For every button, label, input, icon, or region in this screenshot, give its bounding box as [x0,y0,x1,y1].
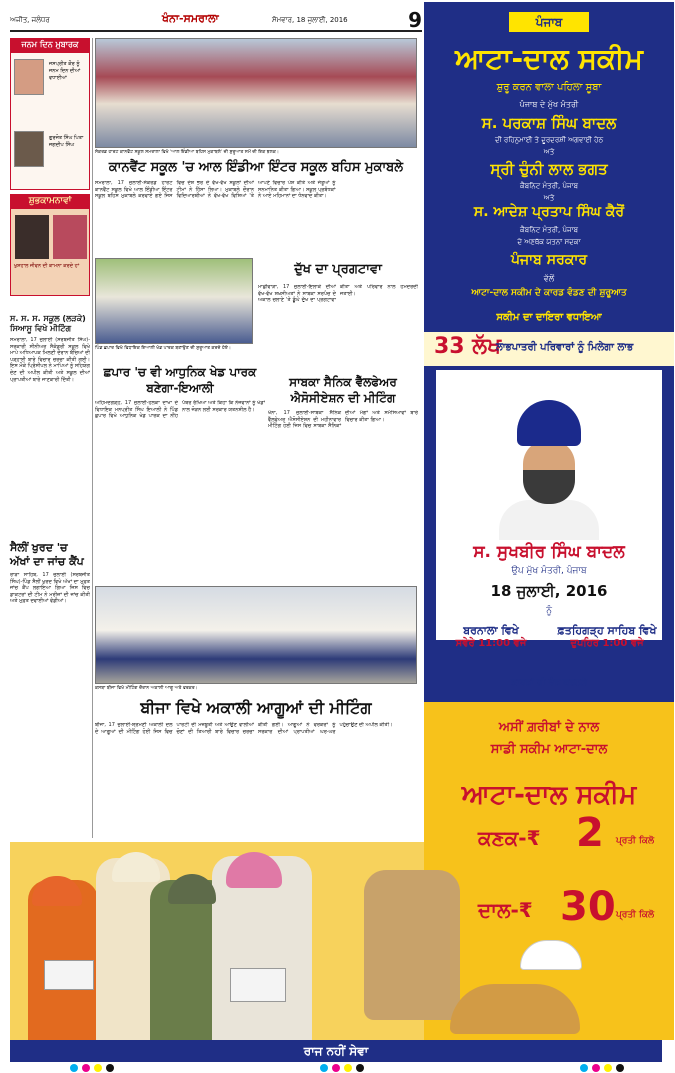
story-headline: ਸੈਲੀਂ ਖੁਰਦ 'ਚ ਅੱਖਾਂ ਦਾ ਜਾਂਚ ਕੈਂਪ [10,541,84,568]
grain-sack [364,870,460,1020]
wheat-pile [450,984,580,1034]
ad-minister1-name: ਸ੍ਰੀ ਚੁੰਨੀ ਲਾਲ ਭਗਤ [490,160,608,178]
registration-dot [82,1064,90,1072]
article-condolence: ਮਾਛੀਵਾੜਾ, 17 ਜੁਲਾਈ-ਇਲਾਕੇ ਦੀਆਂ ਵੱਖ-ਵੱਖ ਸ਼ਖ਼ਸੀਅਤਾਂ ਨੇ ਸਾਬਕਾ ਸਰਪੰਚ ਦੇ ਅਕਾਲ ਚਲਾਣੇ 'ਤੇ ਡੂੰਘੇ ਦੁੱਖ ਦਾ ਪ੍ਰਗਟਾਵਾ ਕੀਤਾ ਅਤੇ ਪਰਿਵਾਰ ਨਾਲ ਹਮਦਰਦੀ ਜਤਾਈ। [258,284,418,304]
photo-caption: ਸੇਕਰਡ ਹਾਰਟ ਕਾਨਵੈਂਟ ਸਕੂਲ ਸਮਰਾਲਾ ਵਿਖੇ 'ਆਲ ਇੰਡੀਆ ਬਹਿਸ ਮੁਕਾਬਲੇ' ਦੀ ਸ਼ੁਰੂਆਤ ਸਮੇਂ ਦੀ ਇਕ ਝਲਕ। [95,150,280,155]
venue-name: ਫ਼ਤਹਿਗੜ੍ਹ ਸਾਹਿਬ ਵਿਖੇ [557,624,657,637]
ad-footer-strip: ਰਾਜ ਨਹੀਂ ਸੇਵਾ [10,1040,662,1062]
venue-name: ਬਰਨਾਲਾ ਵਿਖੇ [463,624,519,637]
article-debate: ਸਮਰਾਲਾ, 17 ਜੁਲਾਈ-ਸੇਕਰਡ ਹਾਰਟ ਕਾਨਵੈਂਟ ਸਕੂਲ ਵਿਖੇ ਆਲ ਇੰਡੀਆ ਇੰਟਰ ਸਕੂਲ ਬਹਿਸ ਮੁਕਾਬਲੇ ਕਰਵਾਏ ਗਏ ਜਿਸ ਵਿਚ ਦੇਸ਼ ਭਰ ਦੇ ਵੱਖ-ਵੱਖ ਸਕੂਲਾਂ ਦੀਆਂ ਟੀਮਾਂ ਨੇ ਹਿੱਸਾ ਲਿਆ। ਮੁਕਾਬਲੇ ਦੌਰਾਨ ਵਿਦਿਆਰਥੀਆਂ ਨੇ ਵੱਖ-ਵੱਖ ਵਿਸ਼ਿਆਂ 'ਤੇ ਆਪਣੇ ਵਿਚਾਰ ਪੇਸ਼ ਕੀਤੇ ਅਤੇ ਜੇਤੂਆਂ ਨੂੰ ਸਨਮਾਨਿਤ ਕੀਤਾ ਗਿਆ। ਸਕੂਲ ਪ੍ਰਬੰਧਕਾਂ ਨੇ ਆਏ ਮਹਿਮਾਨਾਂ ਦਾ ਧੰਨਵਾਦ ਕੀਤਾ। [95,180,336,200]
ration-card [230,968,286,1002]
dcm-portrait [499,400,599,540]
registration-dot [332,1064,340,1072]
ad-minister1-role: ਕੈਬਨਿਟ ਮੰਤਰੀ, ਪੰਜਾਬ [520,182,578,190]
registration-dot [356,1064,364,1072]
bride-photo [53,215,87,259]
child-photo [14,59,44,95]
article-akali-meeting: ਬੀਜਾ, 17 ਜੁਲਾਈ-ਸ਼੍ਰੋਮਣੀ ਅਕਾਲੀ ਦਲ ਦੇ ਆਗੂਆਂ ਦੀ ਮੀਟਿੰਗ ਹੋਈ ਜਿਸ ਵਿਚ ਪਾਰਟੀ ਦੀ ਮਜ਼ਬੂਤੀ ਅਤੇ ਆਉਣ ਵਾਲੀਆਂ ਚੋਣਾਂ ਦੀ ਤਿਆਰੀ ਬਾਰੇ ਵਿਚਾਰ ਚਰਚਾ ਕੀਤੀ ਗਈ। ਆਗੂਆਂ ਨੇ ਵਰਕਰਾਂ ਨੂੰ ਸਰਕਾਰ ਦੀਆਂ ਪ੍ਰਾਪਤੀਆਂ ਘਰ-ਘਰ ਪਹੁੰਚਾਉਣ ਦੀ ਅਪੀਲ ਕੀਤੀ। [95,722,393,735]
ad-cm-name: ਸ. ਪਰਕਾਸ਼ ਸਿੰਘ ਬਾਦਲ [481,114,617,132]
registration-dot [344,1064,352,1072]
left-column [10,38,90,296]
groom-photo [15,215,49,259]
ad-cm-line: ਪੰਜਾਬ ਦੇ ਮੁੱਖ ਮੰਤਰੀ [519,100,579,109]
photo-caption: ਪਿੰਡ ਛਪਾਰ ਵਿਖੇ ਵਿਧਾਇਕ ਇਆਲੀ ਖੇਡ ਪਾਰਕ ਬਣਾਉਣ ਦੀ ਸ਼ੁਰੂਆਤ ਕਰਦੇ ਹੋਏ। [95,346,231,351]
school-event-photo [95,38,417,148]
ad-cm-sub: ਦੀ ਰਹਿਨੁਮਾਈ ਤੇ ਦੂਰਦਰਸ਼ੀ ਅਗਵਾਈ ਹੇਠ [494,136,604,144]
registration-dot [616,1064,624,1072]
venue-1 [436,624,546,649]
issue-date: ਸੋਮਵਾਰ, 18 ਜੁਲਾਈ, 2016 [272,16,348,24]
ad-minister2-role: ਕੈਬਨਿਟ ਮੰਤਰੀ, ਪੰਜਾਬ [520,226,578,234]
story-headline: ਸ. ਸ. ਸ. ਸਕੂਲ (ਲੜਕੇ) ਸਿਆਸੂ ਵਿਖੇ ਮੀਟਿੰਗ [10,314,86,333]
venue-2 [552,624,662,649]
ad-and: ਅਤੇ [543,194,555,202]
registration-dot [580,1064,588,1072]
ad-scheme-title: ਆਟਾ-ਦਾਲ ਸਕੀਮ [461,780,637,810]
child-photo [14,131,44,167]
venue-time: ਸਵੇਰੇ 11:00 ਵਜੇ [455,638,527,649]
ad-and: ਅਤੇ [543,148,555,156]
portrait-kurta [499,500,599,540]
story-body: ਰਾੜਾ ਸਾਹਿਬ, 17 ਜੁਲਾਈ (ਸਰਬਜੀਤ ਸਿੰਘ)-ਪਿੰਡ ਸੈਲੀਂ ਖੁਰਦ ਵਿਖੇ ਅੱਖਾਂ ਦਾ ਮੁਫ਼ਤ ਜਾਂਚ ਕੈਂਪ ਲਗਾਇਆ ਗਿਆ ਜਿਸ ਵਿਚ ਡਾਕਟਰਾਂ ਦੀ ਟੀਮ ਨੇ ਮਰੀਜ਼ਾਂ ਦੀ ਜਾਂਚ ਕੀਤੀ ਅਤੇ ਮੁਫ਼ਤ ਦਵਾਈਆਂ ਵੰਡੀਆਂ। [10,572,90,605]
registration-dot [320,1064,328,1072]
ad-minister2-sub: ਦੇ ਅਣਥੱਕ ਯਤਨਾਂ ਸਦਕਾ [517,238,581,246]
portrait-beard [523,470,575,504]
masthead [10,8,422,32]
ration-card [44,960,94,990]
ad-33-lakh-banner [424,332,674,366]
left-stories [10,314,90,802]
price-per-kg: ਪ੍ਰਤੀ ਕਿਲੋ [616,910,655,920]
registration-dot [604,1064,612,1072]
ad-subtitle: ਸ਼ੁਰੂ ਕਰਨ ਵਾਲਾ ਪਹਿਲਾ ਸੂਬਾ [496,82,602,93]
birthday-header: ਜਨਮ ਦਿਨ ਮੁਬਾਰਕ [10,38,90,52]
headline-debate: ਕਾਨਵੈਂਟ ਸਕੂਲ 'ਚ ਆਲ ਇੰਡੀਆ ਇੰਟਰ ਸਕੂਲ ਬਹਿਸ ਮੁਕਾਬਲੇ [108,160,404,175]
photo-caption: ਕਸਬਾ ਬੀਜਾ ਵਿਖੇ ਮੀਟਿੰਗ ਦੌਰਾਨ ਅਕਾਲੀ ਆਗੂ ਅਤੇ ਵਰਕਰ। [95,686,198,691]
ad-dcm-role: ਉਪ ਮੁੱਖ ਮੰਤਰੀ, ਪੰਜਾਬ [511,566,587,576]
page-title: ਖੰਨਾ-ਸਮਰਾਲਾ [162,12,219,25]
page-number: 9 [408,8,422,32]
edition-label: ਅਜੀਤ, ਜਲੰਧਰ [10,16,50,24]
article-veterans: ਖੰਨਾ, 17 ਜੁਲਾਈ-ਸਾਬਕਾ ਸੈਨਿਕ ਵੈੱਲਫੇਅਰ ਐਸੋਸੀਏਸ਼ਨ ਦੀ ਮਹੀਨਾਵਾਰ ਮੀਟਿੰਗ ਹੋਈ ਜਿਸ ਵਿਚ ਸਾਬਕਾ ਸੈਨਿਕਾਂ ਦੀਆਂ ਮੰਗਾਂ ਅਤੇ ਸਮੱਸਿਆਵਾਂ ਬਾਰੇ ਵਿਚਾਰ ਕੀਤਾ ਗਿਆ। [268,410,418,430]
price-per-kg: ਪ੍ਰਤੀ ਕਿਲੋ [616,836,655,846]
meeting-photo [95,586,417,684]
birthday-text: ਗੁਰਜੋਤ ਸਿੰਘ ਪਿਤਾ ਜਗਦੀਪ ਸਿੰਘ [49,135,84,148]
ad-to: ਨੂੰ [546,606,552,616]
headline-condolence: ਦੁੱਖ ਦਾ ਪ੍ਰਗਟਾਵਾ [294,262,382,277]
ad-tagline-1: ਅਸੀਂ ਗ਼ਰੀਬਾਂ ਦੇ ਨਾਲ [498,720,600,735]
ad-cards: ਕਾਰਡਾਂ ਦੀ ਵੰਡ ਕਰਨਗੇ [511,678,587,688]
price-wheat-label: ਕਣਕ-₹ [478,826,541,850]
story-body: ਸਮਰਾਲਾ, 17 ਜੁਲਾਈ (ਸਰਬਜੀਤ ਸਿੰਘ)-ਸਰਕਾਰੀ ਸੀਨੀਅਰ ਸੈਕੰਡਰੀ ਸਕੂਲ ਵਿਖੇ ਮਾਪੇ ਅਧਿਆਪਕ ਮਿਲਣੀ ਦੌਰਾਨ ਬੱਚਿਆਂ ਦੀ ਪੜ੍ਹਾਈ ਬਾਰੇ ਵਿਚਾਰ ਚਰਚਾ ਕੀਤੀ ਗਈ। ਇਸ ਮੌਕੇ ਪ੍ਰਿੰਸੀਪਲ ਨੇ ਮਾਪਿਆਂ ਨੂੰ ਸਹਿਯੋਗ ਦੇਣ ਦੀ ਅਪੀਲ ਕੀਤੀ ਅਤੇ ਸਕੂਲ ਦੀਆਂ ਪ੍ਰਾਪਤੀਆਂ ਬਾਰੇ ਜਾਣਕਾਰੀ ਦਿੱਤੀ। [10,337,90,383]
registration-dot [70,1064,78,1072]
ad-launch: ਆਟਾ-ਦਾਲ ਸਕੀਮ ਦੇ ਕਾਰਡ ਵੰਡਣ ਦੀ ਸ਼ੁਰੂਆਤ [471,288,627,298]
portrait-turban [517,400,581,446]
article-park: ਅਹਿਮਦਗੜ੍ਹ, 17 ਜੁਲਾਈ-ਹਲਕਾ ਦਾਖਾ ਦੇ ਵਿਧਾਇਕ ਮਨਪ੍ਰੀਤ ਸਿੰਘ ਇਆਲੀ ਨੇ ਪਿੰਡ ਛਪਾਰ ਵਿਖੇ ਆਧੁਨਿਕ ਖੇਡ ਪਾਰਕ ਦਾ ਨੀਂਹ ਪੱਥਰ ਰੱਖਿਆ ਅਤੇ ਕਿਹਾ ਕਿ ਨੌਜਵਾਨਾਂ ਨੂੰ ਖੇਡਾਂ ਨਾਲ ਜੋੜਨ ਲਈ ਸਰਕਾਰ ਯਤਨਸ਼ੀਲ ਹੈ। [95,400,265,420]
headline-veterans: ਸਾਬਕਾ ਸੈਨਿਕ ਵੈੱਲਫੇਅਰ ਐਸੋਸੀਏਸ਼ਨ ਦੀ ਮੀਟਿੰਗ [289,375,397,405]
ad-venues [436,624,662,664]
ad-by: ਵੱਲੋਂ [543,274,555,283]
ad-govt: ਪੰਜਾਬ ਸਰਕਾਰ [510,252,588,268]
wedding-box [10,208,90,296]
column-rule [92,38,93,838]
ad-minister2-name: ਸ. ਆਦੇਸ਼ ਪ੍ਰਤਾਪ ਸਿੰਘ ਕੈਰੋਂ [473,204,625,220]
park-event-photo [95,258,253,344]
ad-lakh-text: ਲਾਭਪਾਤਰੀ ਪਰਿਵਾਰਾਂ ਨੂੰ ਮਿਲੇਗਾ ਲਾਭ [496,342,634,353]
ad-state-label: ਪੰਜਾਬ [509,12,589,32]
headline-park: ਛਪਾਰ 'ਚ ਵੀ ਆਧੁਨਿਕ ਖੇਡ ਪਾਰਕ ਬਣੇਗਾ-ਇਆਲੀ [103,365,257,395]
headline-akali-meeting: ਬੀਜਾ ਵਿਖੇ ਅਕਾਲੀ ਆਗੂਆਂ ਦੀ ਮੀਟਿੰਗ [140,698,372,717]
price-wheat: 2 [576,810,604,856]
birthday-box [10,52,90,190]
price-dal-label: ਦਾਲ-₹ [478,898,533,922]
ad-tagline-2: ਸਾਡੀ ਸਕੀਮ ਆਟਾ-ਦਾਲ [490,742,608,757]
registration-dot [106,1064,114,1072]
venue-time: ਦੁਪਹਿਰ 1:00 ਵਜੇ [570,638,644,649]
registration-dot [94,1064,102,1072]
birthday-text: ਜਸਪ੍ਰੀਤ ਕੌਰ ਨੂੰ ਜਨਮ ਦਿਨ ਦੀਆਂ ਵਧਾਈਆਂ [49,61,81,81]
price-dal: 30 [560,884,616,930]
ad-dcm-name: ਸ. ਸੁਖਬੀਰ ਸਿੰਘ ਬਾਦਲ [473,542,625,562]
registration-dot [592,1064,600,1072]
wedding-text: ਖੁਸ਼ਹਾਲ ਜੀਵਨ ਦੀ ਕਾਮਨਾ ਕਰਦੇ ਹਾਂ [14,263,80,269]
wedding-header: ਸ਼ੁਭਕਾਮਨਾਵਾਂ [10,194,90,208]
ad-expand: ਸਕੀਮ ਦਾ ਦਾਇਰਾ ਵਧਾਇਆ [496,312,602,323]
ad-lakh-count: 33 ਲੱਖ [434,334,502,359]
ad-title: ਆਟਾ-ਦਾਲ ਸਕੀਮ [455,42,643,75]
ad-date: 18 ਜੁਲਾਈ, 2016 [490,582,608,600]
